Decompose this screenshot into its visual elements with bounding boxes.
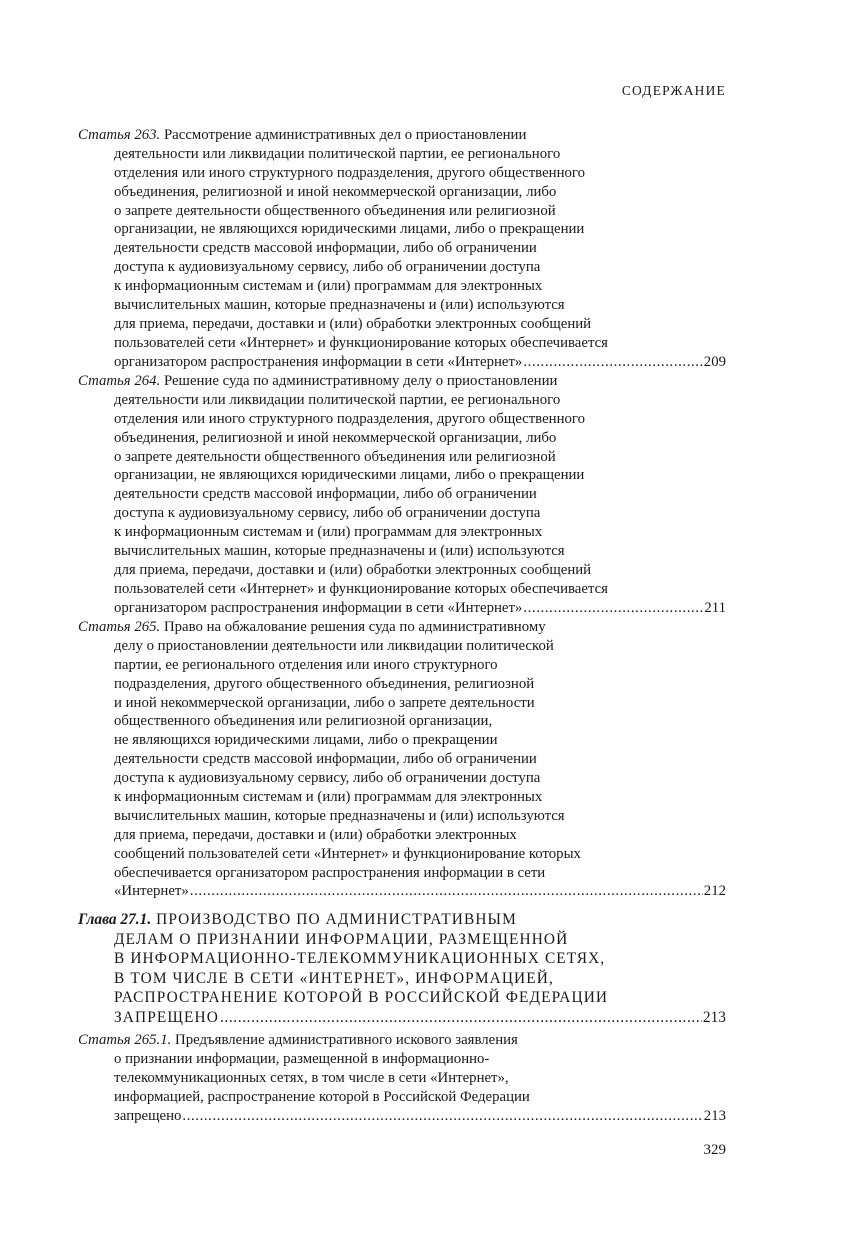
toc-entry-article-264[interactable] <box>78 372 726 618</box>
page-ref[interactable]: 213 <box>702 1008 726 1026</box>
entry-title-start: ПРОИЗВОДСТВО ПО АДМИНИСТРАТИВНЫМ <box>151 911 517 928</box>
entry-title-line: деятельности средств массовой информации, либо об ограничении <box>114 240 537 257</box>
entry-title-line: сообщений пользователей сети «Интернет» и функционирование которых <box>114 845 581 862</box>
article-label: Статья 265.1. <box>78 1032 172 1048</box>
entry-title-line: объединения, религиозной и иной некоммерческой организации, либо <box>114 183 557 200</box>
entry-title-line: не являющихся юридическими лицами, либо о прекращении <box>114 732 498 749</box>
entry-title-end: организатором распространения информации в сети «Интернет» <box>114 353 523 370</box>
entry-title-start: Право на обжалование решения суда по административному <box>160 619 546 635</box>
entry-title-line: деятельности средств массовой информации, либо об ограничении <box>114 751 537 768</box>
toc-entry-article-263[interactable] <box>78 126 726 372</box>
entry-title-line: обеспечивается организатором распространения информации в сети <box>114 864 546 881</box>
page-number: 329 <box>703 1142 726 1158</box>
entry-title-start: Решение суда по административному делу о приостановлении <box>160 373 558 389</box>
chapter-label: Глава 27.1. <box>78 911 152 928</box>
dot-leader <box>182 1107 702 1126</box>
dot-leader <box>190 882 703 901</box>
entry-title-line: информацией, распространение которой в Российской Федерации <box>114 1088 530 1105</box>
entry-title-line: РАСПРОСТРАНЕНИЕ КОТОРОЙ В РОССИЙСКОЙ ФЕДЕРАЦИИ <box>114 989 609 1007</box>
entry-title-end: ЗАПРЕЩЕНО <box>114 1008 219 1026</box>
entry-title-line: о признании информации, размещенной в информационно- <box>114 1050 490 1067</box>
article-label: Статья 264. <box>78 373 161 389</box>
entry-title-line: деятельности или ликвидации политической партии, ее регионального <box>114 145 561 162</box>
entry-title-line: В ИНФОРМАЦИОННО-ТЕЛЕКОММУНИКАЦИОННЫХ СЕТЯХ, <box>114 950 606 968</box>
entry-title-line: подразделения, другого общественного объединения, религиозной <box>114 675 535 692</box>
entry-title-line: ДЕЛАМ О ПРИЗНАНИИ ИНФОРМАЦИИ, РАЗМЕЩЕННОЙ <box>114 930 569 948</box>
entry-title-line: для приема, передачи, доставки и (или) обработки электронных сообщений <box>114 561 592 578</box>
entry-title-line: доступа к аудиовизуальному сервису, либо об ограничении доступа <box>114 505 541 522</box>
entry-title-line: В ТОМ ЧИСЛЕ В СЕТИ «ИНТЕРНЕТ», ИНФОРМАЦИЕЙ, <box>114 969 554 987</box>
toc-entry-article-265-1[interactable] <box>78 1031 726 1125</box>
entry-title-line: пользователей сети «Интернет» и функционирование которых обеспечивается <box>114 580 608 597</box>
entry-title-line: для приема, передачи, доставки и (или) обработки электронных <box>114 826 517 843</box>
entry-title-start: Рассмотрение административных дел о приостановлении <box>160 127 527 143</box>
entry-title-line: организации, не являющихся юридическими лицами, либо о прекращении <box>114 221 585 238</box>
entry-title-end: «Интернет» <box>114 883 189 900</box>
page-ref[interactable]: 213 <box>703 1107 726 1124</box>
entry-title-line: к информационным системам и (или) программам для электронных <box>114 524 543 541</box>
toc-entry-chapter-27-1[interactable] <box>78 910 726 1028</box>
running-title: СОДЕРЖАНИЕ <box>621 83 726 98</box>
entry-title-line: доступа к аудиовизуальному сервису, либо об ограничении доступа <box>114 259 541 276</box>
article-label: Статья 263. <box>78 127 161 143</box>
entry-title-line: и иной некоммерческой организации, либо о запрете деятельности <box>114 694 535 711</box>
entry-title-line: о запрете деятельности общественного объединения или религиозной <box>114 448 556 465</box>
entry-title-line: для приема, передачи, доставки и (или) обработки электронных сообщений <box>114 315 592 332</box>
entry-title-line: вычислительных машин, которые предназначены и (или) используются <box>114 543 565 560</box>
dot-leader <box>523 353 702 372</box>
entry-title-line: деятельности или ликвидации политической партии, ее регионального <box>114 391 561 408</box>
entry-title-line: к информационным системам и (или) программам для электронных <box>114 789 543 806</box>
article-label: Статья 265. <box>78 619 161 635</box>
page-ref[interactable]: 212 <box>703 883 726 900</box>
dot-leader <box>220 1008 702 1028</box>
entry-title-line: вычислительных машин, которые предназначены и (или) используются <box>114 807 565 824</box>
entry-title-line: вычислительных машин, которые предназначены и (или) используются <box>114 297 565 314</box>
entry-title-end: организатором распространения информации в сети «Интернет» <box>114 599 523 616</box>
entry-title-line: отделения или иного структурного подразделения, другого общественного <box>114 164 585 181</box>
entry-title-line: отделения или иного структурного подразделения, другого общественного <box>114 410 585 427</box>
entry-title-line: делу о приостановлении деятельности или ликвидации политической <box>114 637 554 654</box>
entry-title-line: к информационным системам и (или) программам для электронных <box>114 278 543 295</box>
page-ref[interactable]: 209 <box>703 353 726 370</box>
page-ref[interactable]: 211 <box>704 599 726 616</box>
entry-title-end: запрещено <box>114 1107 182 1124</box>
dot-leader <box>523 599 703 618</box>
entry-title-line: объединения, религиозной и иной некоммерческой организации, либо <box>114 429 557 446</box>
toc-entry-article-265[interactable] <box>78 618 726 901</box>
entry-title-line: партии, ее регионального отделения или иного структурного <box>114 656 498 673</box>
entry-title-line: доступа к аудиовизуальному сервису, либо об ограничении доступа <box>114 770 541 787</box>
entry-title-start: Предъявление административного искового заявления <box>171 1032 518 1048</box>
entry-title-line: о запрете деятельности общественного объединения или религиозной <box>114 202 556 219</box>
entry-title-line: деятельности средств массовой информации, либо об ограничении <box>114 486 537 503</box>
entry-title-line: общественного объединения или религиозной организации, <box>114 713 493 730</box>
entry-title-line: организации, не являющихся юридическими лицами, либо о прекращении <box>114 467 585 484</box>
entry-title-line: телекоммуникационных сетях, в том числе в сети «Интернет», <box>114 1069 509 1086</box>
entry-title-line: пользователей сети «Интернет» и функционирование которых обеспечивается <box>114 334 608 351</box>
